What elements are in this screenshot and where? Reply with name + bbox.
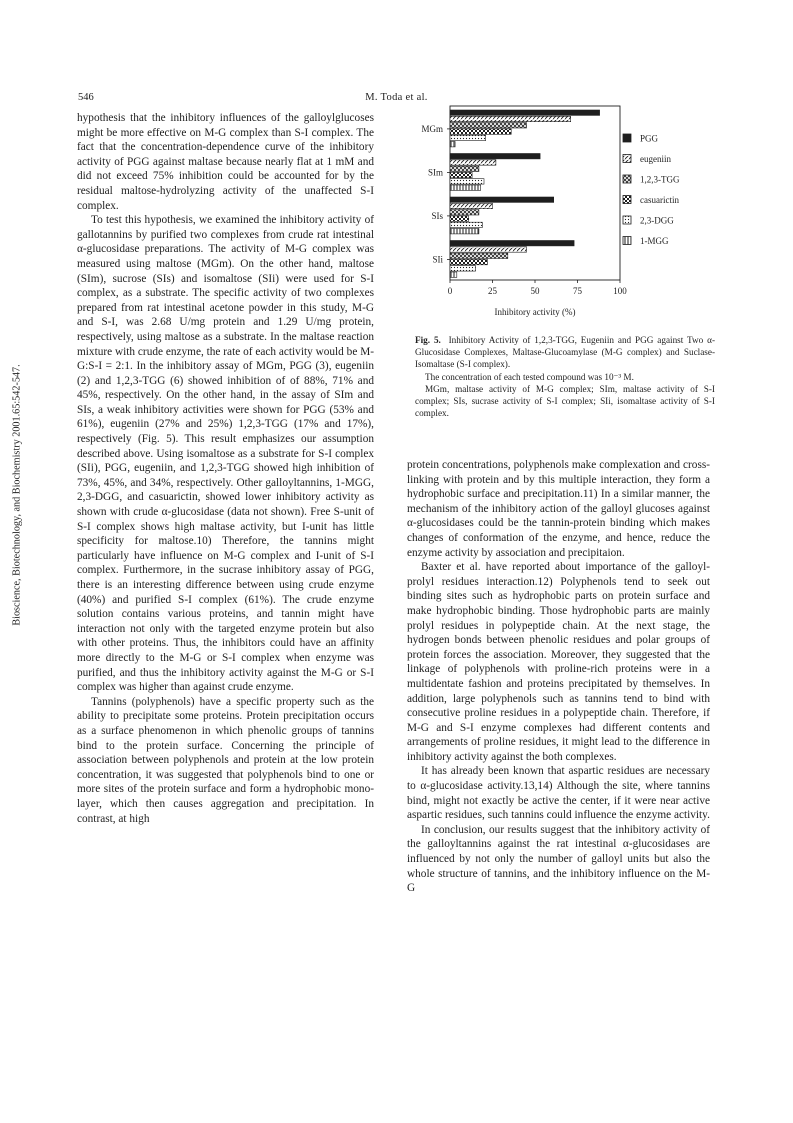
bar [450,222,482,227]
paragraph: Baxter et al. have reported about importance of the galloyl-prolyl residues interaction.12) Polyphenols tend to seek out binding sites such as hydrophobic parts on protein surface and make hydrophobic binding. Those hydrophobic parts are mainly prolyl residues in polypeptide chain. At the next stage, the hydrogen bonds between phenolic residues and polar groups of protein forces the association. Moreover, they suggested that the linkage of polyphenols with proline-rich proteins were in a multidentate fashion and proteins precipitated by themselves. In addition, large polyphenols such as tannins tend to bind with consecutive proline residues in a polypeptide chain. Therefore, if M-G and S-I enzyme complexes had different contents and arrangements of proline residues, it might lead to the difference in inhibitory activity against the both complexes. [407,561,710,763]
x-tick-label: 0 [447,286,453,296]
bar [450,210,479,215]
bar [450,197,554,202]
bar [450,135,486,140]
legend-swatch [623,237,631,245]
bar [450,129,511,134]
page-number: 546 [78,92,94,103]
figure-caption [415,334,715,419]
paragraph: protein concentrations, polyphenols make complexation and cross-linking with protein and by this multiple interaction, they form a hydrophobic surface and precipitation.11) In a similar manner, the mechanism of the inhibitory action of the galloyl glucoses against α-glucosidases could be the tannin-protein binding which makes changes of conformation of the enzyme, and hence, reduce the enzyme activity by association and precipitaion. [407,459,710,559]
paragraph: Tannins (polyphenols) have a specific property such as the ability to precipitate some proteins. Protein precipitation occurs as a surface phenomenon in which phenolic groups of tannins bind to the protein surface. Concerning the principle of association between polyphenols and protein at the low protein concentration, it was suggested that polyphenols bind to one or more sites of the protein surface and form a hydrophobic mono-layer, which then causes aggregation and precipitation. In contrast, at high [77,695,374,825]
bar [450,154,540,159]
bar [450,203,493,208]
bar [450,110,600,115]
paragraph: It has already been known that aspartic residues are necessary to α-glucosidase activity.13,14) Although the site, where tannins bind, might not exactly be active the center, if it were near active aspartic residues, such tannins could influence the enzyme activity. [407,765,710,822]
caption-title-line [415,334,715,371]
caption-note: The concentration of each tested compound was 10⁻³ M. [425,371,634,382]
caption-label: Fig. 5. [415,335,441,345]
legend-swatch [623,134,631,142]
paragraph: hypothesis that the inhibitory influences of the galloylglucoses might be more effective on M-G complex than S-I complex. The fact that the concentration-dependence curve of the inhibitory activity of PGG against maltase because nearly flat at 1 mM and did not exceed 75% inhibition could be accounted for by the residual maltose-hydrolyzing activity of the unaffected S-I complex. [77,112,374,212]
side-citation-text: Bioscience, Biotechnology, and Biochemistry 2001.65:542-547. [11,364,23,626]
x-tick-label: 50 [530,286,540,296]
caption-title: Inhibitory Activity of 1,2,3-TGG, Eugeniin and PGG against Two α-Glucosidase Complexes, Maltase-Glucoamylase (M-G complex) and Suclase-Isomaltase (S-I complex). [415,335,715,370]
right-column [407,458,710,896]
bar [450,266,476,271]
caption-note: MGm, maltase activity of M-G complex; SIm, maltase activity of S-I complex; SIs, sucrase activity of S-I complex; SIi, isomaltase activity of S-I complex. [415,383,715,419]
bar [450,229,479,234]
bar-chart-svg [405,104,715,328]
legend-label: 2,3-DGG [640,215,674,226]
x-tick-label: 25 [488,286,497,296]
legend-swatch [623,216,631,224]
left-column [77,111,374,826]
side-citation [7,315,27,675]
x-tick-label: 75 [573,286,582,296]
legend-swatch [623,196,631,204]
bar [450,142,455,147]
legend-label: eugeniin [640,154,671,164]
bar [450,216,469,221]
bar [450,241,574,246]
bar [450,247,527,252]
category-label: SIs [431,210,443,221]
legend-label: 1,2,3-TGG [640,174,680,185]
bar [450,172,472,177]
x-tick-label: 100 [613,286,627,296]
x-axis-label: Inhibitory activity (%) [494,307,576,317]
bar [450,116,571,121]
bar [450,166,479,171]
paragraph: In conclusion, our results suggest that the inhibitory activity of the galloyltannins against the rat intestinal α-glucosidases are influenced by not only the number of galloyl units but also the whole structure of tannins, and the inhibitory influence on the M-G [407,823,710,895]
figure-5-chart [405,104,715,328]
bar [450,185,481,190]
legend-label: casuarictin [640,195,679,205]
running-title: M. Toda et al. [365,92,428,103]
category-label: MGm [421,123,443,134]
bar [450,160,496,165]
legend-label: PGG [640,133,659,144]
bar [450,179,484,184]
bar [450,253,508,258]
bar [450,259,487,264]
category-label: SIi [432,254,443,265]
category-label: SIm [427,167,443,178]
bar [450,272,457,277]
legend-label: 1-MGG [640,236,669,246]
paragraph: To test this hypothesis, we examined the inhibitory activity of gallotannins by purified two complexes from crude rat intestinal α-glucosidase preparations. The activity of M-G complex was measured using maltose (MGm). On the other hand, maltose (SIm), sucrose (SIs) and isomaltose (SIi) were used for S-I complex, as a substrate. The specific activity of two complexes prepared from rat intestinal acetone powder in this study, M-G and S-I, was 2.68 U/mg protein and 1.29 U/mg protein, respectively, using maltose as a substrate. In the maltase reaction mixture with crude enzyme, the rate of each activity would be M-G:S-I = 2:1. In the inhibitory assay of MGm, PGG (3), eugeniin (2) and 1,2,3-TGG (6) showed inhibition of of 88%, 71% and 45%, respectively. On the other hand, in the assay of SIm and SIs, a weak inhibitory activities were shown for PGG (53% and 61%), eugeniin (27% and 25%) 1,2,3-TGG (17% and 17%), respectively (Fig. 5). This result emphasizes our assumption described above. Using isomaltose as a substrate for S-I complex (SIi), PGG, eugeniin, and 1,2,3-TGG showed high inhibition of 73%, 45%, and 34%, respectively. Other galloyltannins, 1-MGG, 2,3-DGG, and casuarictin, showed lower inhibitory activity as shown with crude α-glucosidase (data not shown). Free S-unit of S-I complex shows high maltase activity, but I-unit has little specificity for maltose.10) Therefore, the tannins might particularly have influence on M-G complex and I-unit of S-I complex. Furthermore, in the sucrase inhibitory assay of PGG, there is an interesting difference between using crude enzyme (40%) and purified S-I complex (61%). The crude enzyme solution contains various proteins, and tannin might have interaction not only with the targeted enzyme protein but also with other proteins. Thus, the inhibitors could have an affinity more directly to the M-G or S-I complex when enzyme was purified, and thus the inhibitory activity against the M-G or S-I complex was higher than against crude enzyme. [77,214,374,694]
bar [450,123,527,128]
legend-swatch [623,175,631,183]
legend-swatch [623,155,631,163]
